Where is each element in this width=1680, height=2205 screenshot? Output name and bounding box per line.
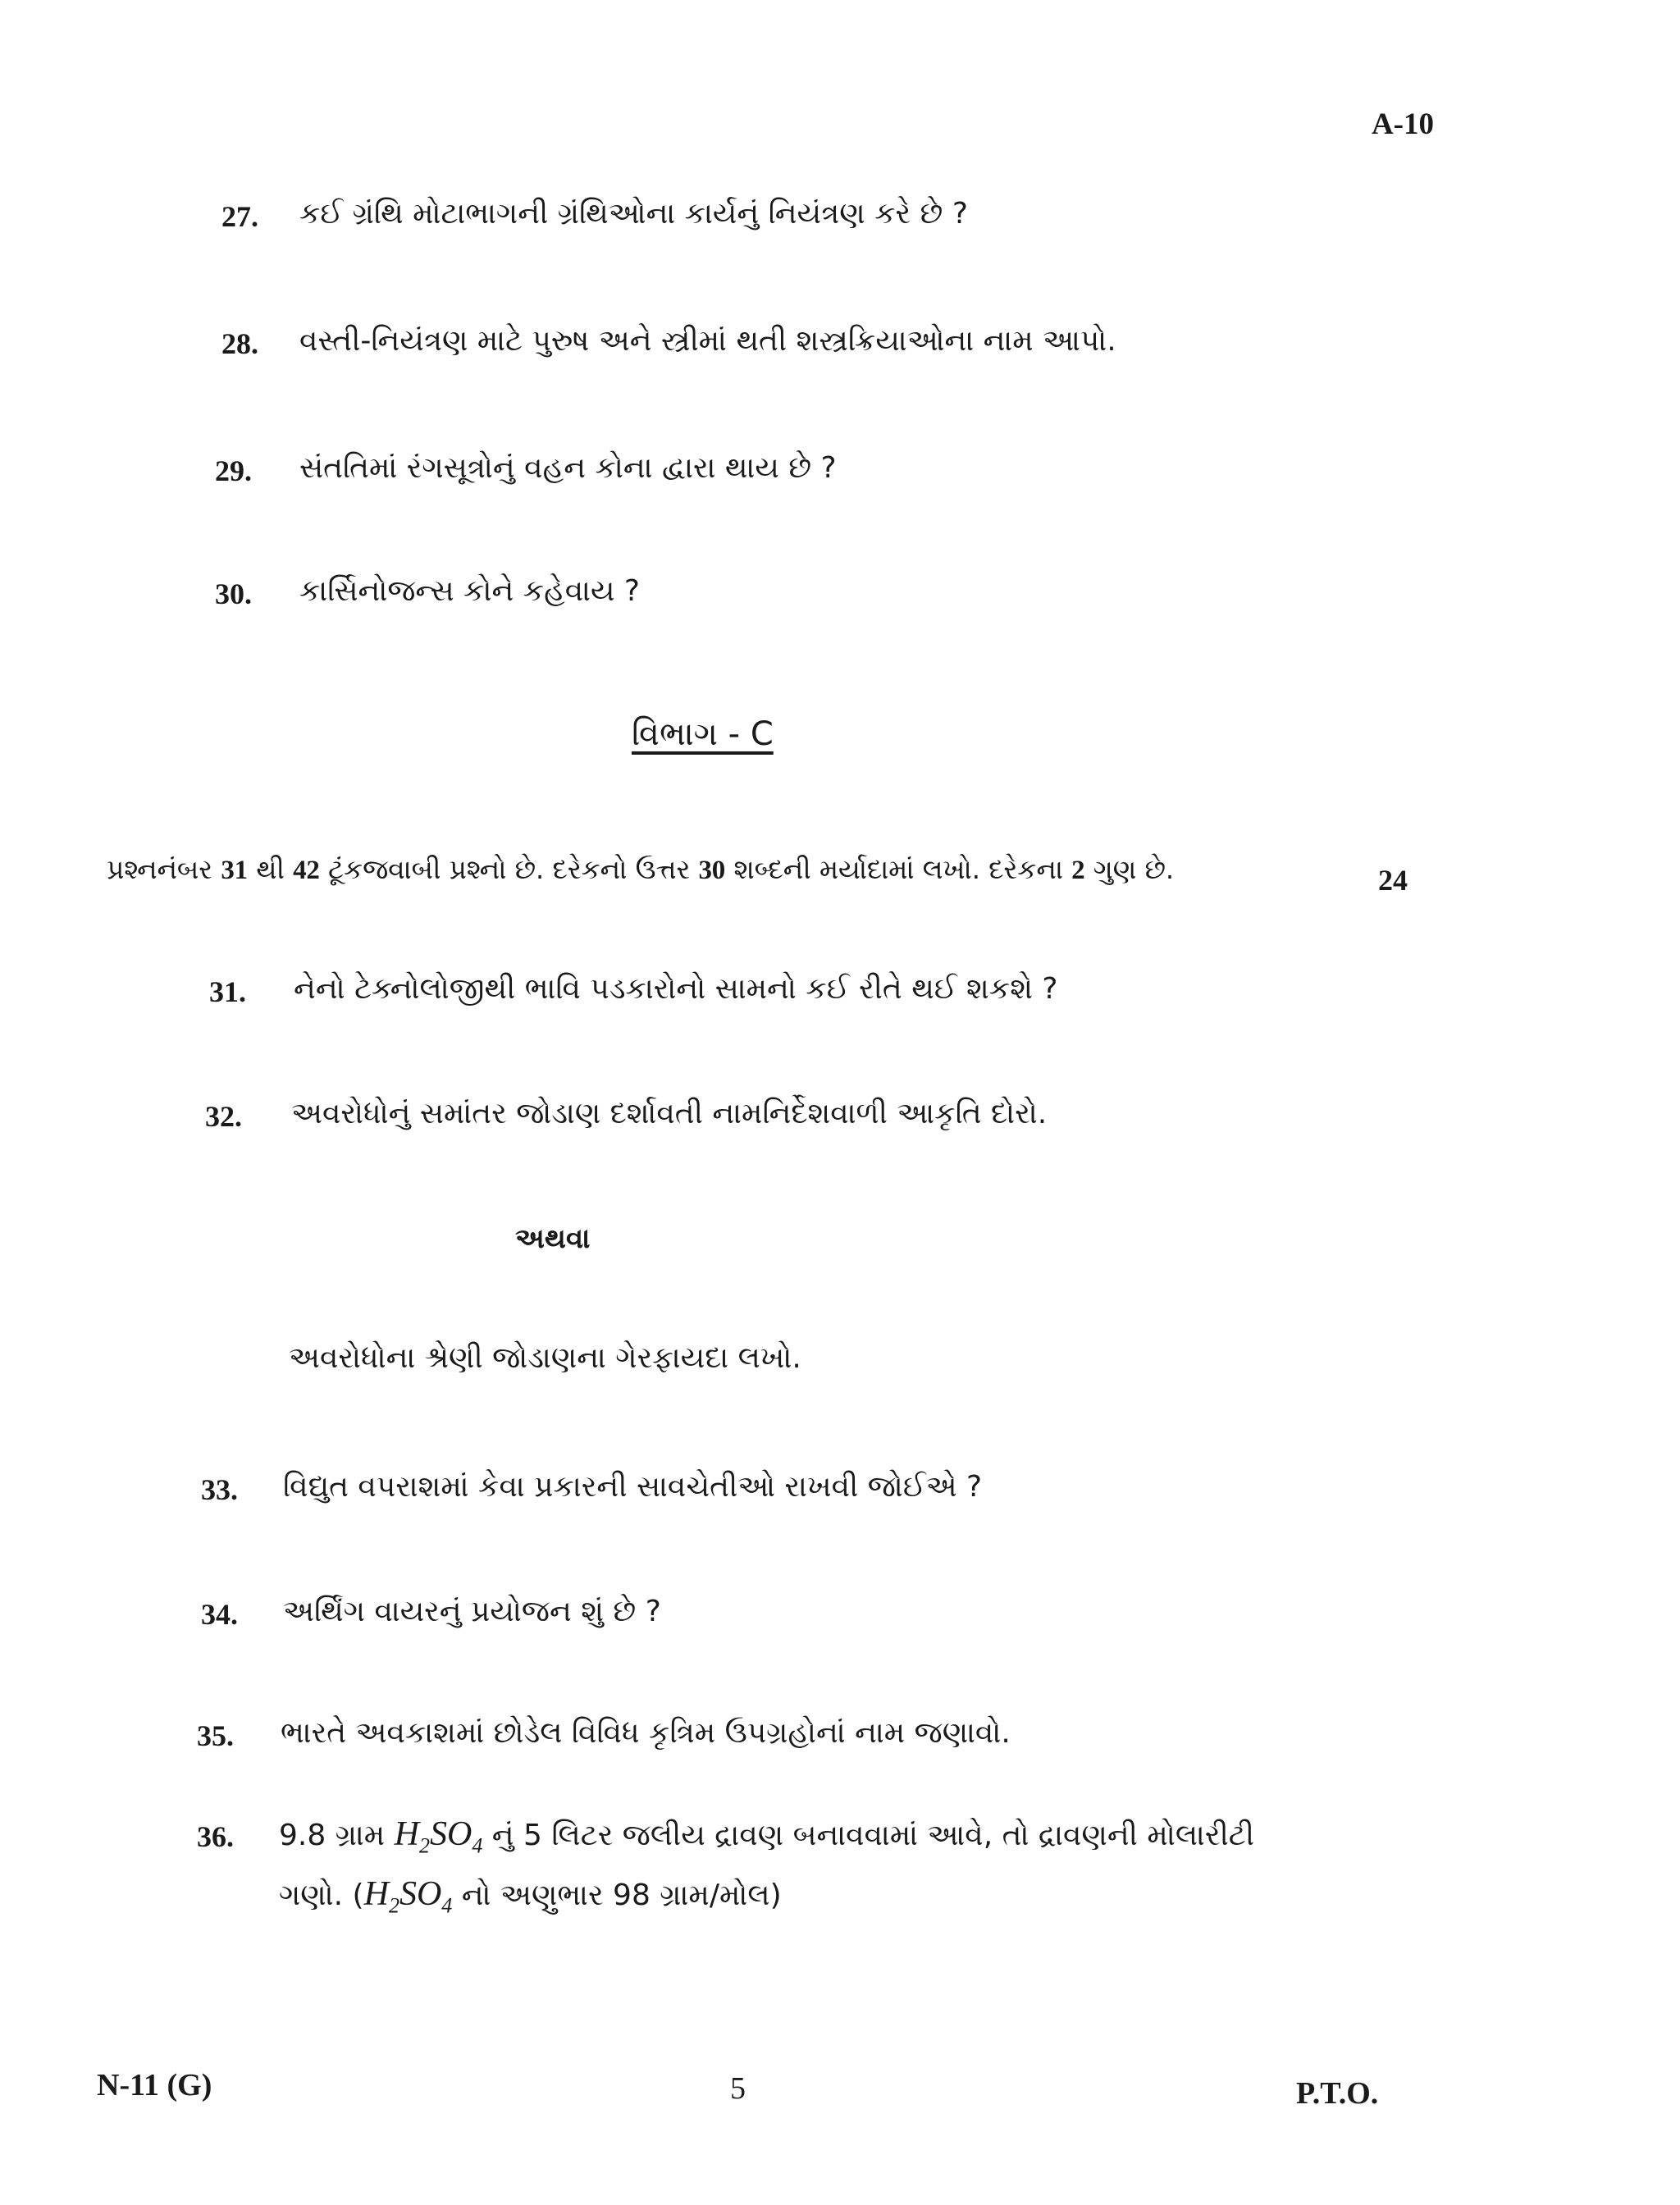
question-number: 36. — [197, 1820, 234, 1853]
section-heading: વિભાગ - C — [632, 715, 774, 753]
paper-code: A-10 — [1371, 107, 1434, 141]
question-36-line1: 9.8 ગ્રામ $H_2SO_4$ નું 5 લિટર જલીય દ્રાવણ બનાવવામાં આવે, તો દ્રાવણની મોલારીટી — [279, 1815, 1255, 1858]
question-number: 29. — [215, 454, 252, 487]
formula-h2so4: $H_2SO_4$ — [394, 1815, 483, 1858]
please-turn-over: P.T.O. — [1296, 2076, 1379, 2111]
question-text: કઈ ગ્રંથિ મોટાભાગની ગ્રંથિઓના કાર્યનું નિયંત્રણ કરે છે ? — [299, 197, 968, 231]
or-label: અથવા — [515, 1222, 591, 1255]
exam-code: N-11 (G) — [97, 2068, 212, 2102]
section-instructions: પ્રશ્નનંબર 31 થી 42 ટૂંકજવાબી પ્રશ્નો છે. દરેકનો ઉત્તર 30 શબ્દની મર્યાદામાં લખો. દરેકના 2 ગુણ છે. — [107, 853, 1175, 885]
question-text: નેનો ટેક્નોલોજીથી ભાવિ પડકારોનો સામનો કઈ રીતે થઈ શકશે ? — [294, 972, 1058, 1006]
question-number: 33. — [201, 1473, 238, 1506]
question-text: ભારતે અવકાશમાં છોડેલ વિવિધ કૃત્રિમ ઉપગ્રહોનાં નામ જણાવો. — [281, 1716, 1011, 1750]
question-number: 27. — [221, 200, 258, 233]
question-number: 30. — [215, 578, 252, 610]
question-text: અર્થિંગ વાયરનું પ્રયોજન શું છે ? — [283, 1595, 661, 1628]
page-number: 5 — [730, 2071, 746, 2106]
formula-h2so4: $H_2SO_4$ — [363, 1875, 453, 1918]
question-text: કાર્સિનોજન્સ કોને કહેવાય ? — [299, 574, 641, 608]
question-number: 28. — [221, 327, 258, 360]
question-number: 34. — [201, 1598, 238, 1631]
question-number: 31. — [209, 975, 246, 1008]
question-number: 35. — [197, 1719, 234, 1752]
question-text: સંતતિમાં રંગસૂત્રોનું વહન કોના દ્વારા થાય છે ? — [299, 451, 837, 485]
alternate-question-text: અવરોધોના શ્રેણી જોડાણના ગેરફાયદા લખો. — [289, 1341, 801, 1375]
section-marks: 24 — [1378, 864, 1408, 897]
question-36-line2: ગણો. ($H_2SO_4$ નો અણુભાર 98 ગ્રામ/મોલ) — [279, 1875, 782, 1918]
question-text: વિદ્યુત વપરાશમાં કેવા પ્રકારની સાવચેતીઓ રાખવી જોઈએ ? — [283, 1470, 983, 1504]
question-number: 32. — [205, 1100, 242, 1133]
question-text: અવરોધોનું સમાંતર જોડાણ દર્શાવતી નામનિર્દેશવાળી આકૃતિ દોરો. — [291, 1097, 1048, 1130]
question-text: વસ્તી-નિયંત્રણ માટે પુરુષ અને સ્ત્રીમાં થતી શસ્ત્રક્રિયાઓના નામ આપો. — [299, 324, 1116, 358]
